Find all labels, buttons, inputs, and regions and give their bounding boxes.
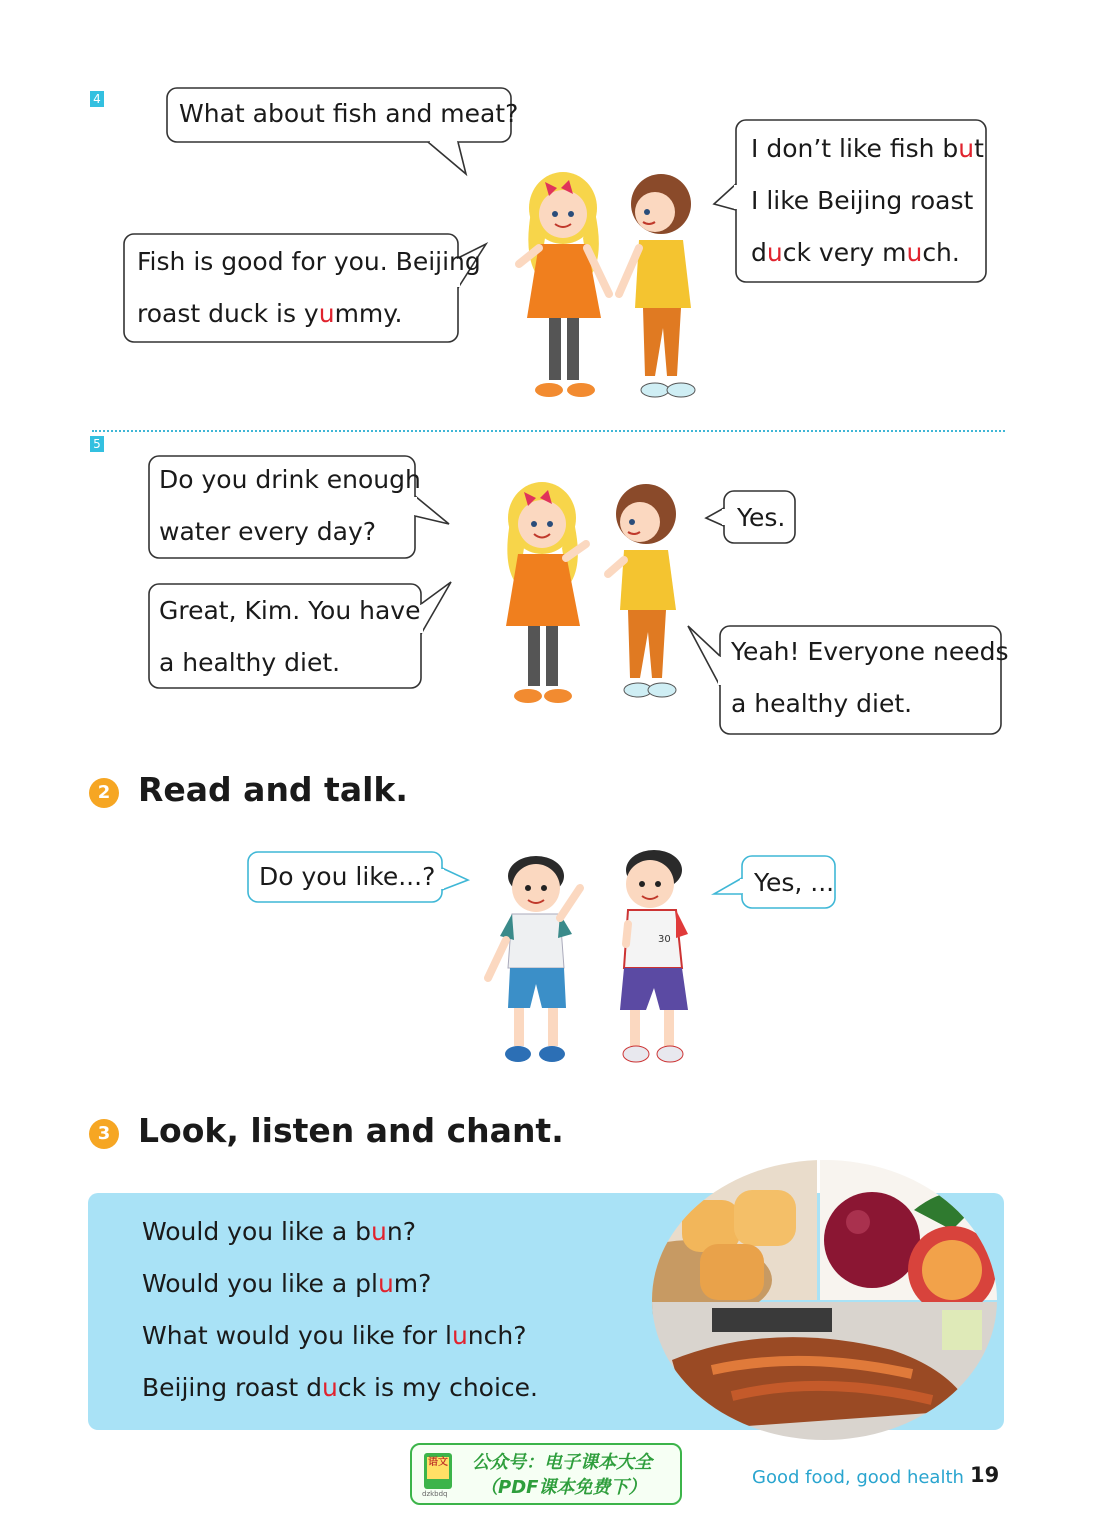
bubble-yeah-everyone: Yeah! Everyone needs a healthy diet. bbox=[731, 637, 1009, 718]
section-number-2: 2 bbox=[89, 778, 119, 808]
panel-separator bbox=[92, 430, 1005, 432]
stamp-line-2: （PDF课本免费下） bbox=[480, 1477, 647, 1498]
bubble-yes: Yes. bbox=[737, 503, 786, 532]
shirt-number: 30 bbox=[658, 934, 671, 945]
stamp-line-1: 公众号：电子课本大全 bbox=[472, 1452, 652, 1473]
bubble-great-kim: Great, Kim. You have a healthy diet. bbox=[159, 596, 421, 677]
section-number-3: 3 bbox=[89, 1119, 119, 1149]
chant-line-3: What would you like for lunch? bbox=[142, 1321, 527, 1350]
boy-illustration bbox=[478, 848, 708, 1078]
girl-blonde-illustration bbox=[505, 168, 715, 410]
bubble-fish-meat bbox=[167, 88, 519, 142]
section-title-look-listen-chant: Look, listen and chant. bbox=[138, 1111, 564, 1150]
footer-caption: Good food, good health bbox=[752, 1467, 964, 1488]
chant-line-2: Would you like a plum? bbox=[142, 1269, 432, 1298]
bubble-dont-like-fish: I don’t like fish but I like Beijing roast duck very much. bbox=[751, 134, 984, 267]
watermark-stamp bbox=[410, 1443, 682, 1505]
chant-line-4: Beijing roast duck is my choice. bbox=[142, 1373, 538, 1402]
bubble-fish-good: Fish is good for you. Beijing roast duck is yummy. bbox=[137, 247, 481, 328]
bubble-text: What about fish and meat? bbox=[179, 99, 519, 128]
section-title-read-talk: Read and talk. bbox=[138, 770, 408, 809]
girl-curly-illustration bbox=[490, 478, 700, 714]
food-photo-collage bbox=[652, 1160, 997, 1440]
bubble-do-you-like: Do you like...? bbox=[259, 862, 436, 891]
panel-number-4: 4 bbox=[90, 91, 104, 107]
book-icon: 语文 bbox=[424, 1453, 452, 1489]
bubble-drink-water: Do you drink enough water every day? bbox=[159, 465, 421, 546]
panel-number-5: 5 bbox=[90, 436, 104, 452]
page-number: 19 bbox=[970, 1463, 1000, 1487]
chant-line-1: Would you like a bun? bbox=[142, 1217, 416, 1246]
stamp-sub-label: dzkbdq bbox=[422, 1490, 448, 1498]
bubble-yes-dots: Yes, ... bbox=[754, 868, 835, 897]
